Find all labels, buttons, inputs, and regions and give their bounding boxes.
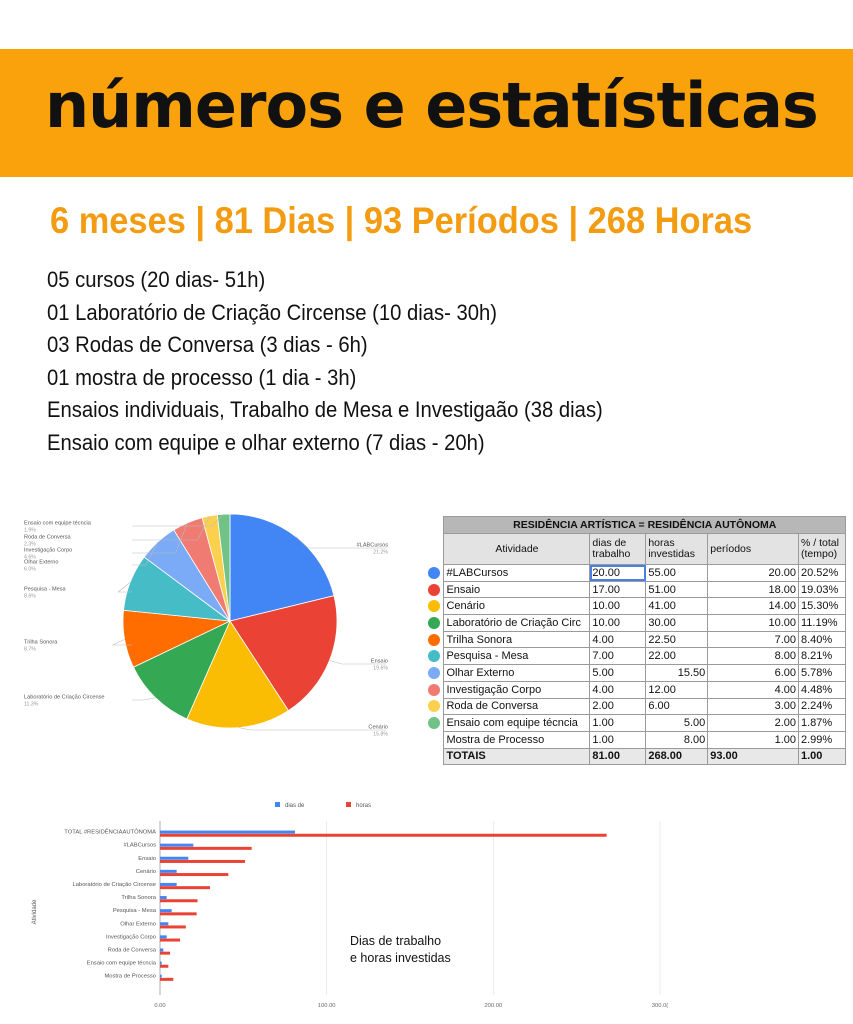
cell-dias[interactable]: 4.00 bbox=[590, 681, 646, 698]
col-header-horas: horas investidas bbox=[646, 534, 708, 565]
color-dot-icon bbox=[428, 700, 440, 712]
facts-list bbox=[47, 264, 651, 459]
table-row bbox=[424, 581, 846, 598]
cell-horas[interactable]: 22.50 bbox=[646, 631, 708, 648]
cell-dias[interactable]: 17.00 bbox=[590, 581, 646, 598]
bar-chart bbox=[20, 795, 680, 1020]
table-row bbox=[424, 681, 846, 698]
cell-periodos[interactable]: 7.00 bbox=[708, 631, 799, 648]
cell-dias[interactable]: 2.00 bbox=[590, 698, 646, 715]
cell-horas[interactable]: 12.00 bbox=[646, 681, 708, 698]
bar-chart-svg bbox=[20, 795, 680, 1020]
bar-dias bbox=[160, 948, 163, 951]
bar-dias bbox=[160, 896, 167, 899]
category-label: Trilha Sonora bbox=[121, 895, 156, 902]
bar-horas bbox=[160, 925, 186, 928]
pie-slice-percent: 2.3% bbox=[24, 541, 36, 548]
bar-dias bbox=[160, 935, 167, 938]
bar-dias bbox=[160, 831, 295, 834]
cell-pct[interactable]: 4.48% bbox=[799, 681, 846, 698]
row-color-marker bbox=[424, 698, 444, 715]
table-row bbox=[424, 731, 846, 748]
color-dot-icon bbox=[428, 567, 440, 579]
cell-periodos[interactable]: 8.00 bbox=[708, 648, 799, 665]
category-label: Laboratório de Criação Circense bbox=[72, 881, 156, 888]
cell-dias[interactable]: 7.00 bbox=[590, 648, 646, 665]
header-banner bbox=[0, 49, 853, 177]
row-color-marker bbox=[424, 565, 444, 582]
row-color-marker bbox=[424, 665, 444, 682]
bar-dias bbox=[160, 909, 172, 912]
cell-periodos[interactable]: 14.00 bbox=[708, 598, 799, 615]
list-item: 01 mostra de processo (1 dia - 3h) bbox=[47, 364, 357, 390]
pie-slice-label: Ensaio com equipe técncia bbox=[24, 520, 91, 527]
bar-horas bbox=[160, 965, 168, 968]
summary-stats: 6 meses | 81 Dias | 93 Períodos | 268 Horas bbox=[50, 200, 753, 241]
bar-dias bbox=[160, 922, 168, 925]
cell-horas[interactable]: 22.00 bbox=[646, 648, 708, 665]
bar-dias bbox=[160, 870, 177, 873]
legend-label: dias de bbox=[285, 803, 305, 809]
cell-pct[interactable]: 8.40% bbox=[799, 631, 846, 648]
cell-atividade[interactable]: Trilha Sonora bbox=[444, 631, 590, 648]
row-color-marker bbox=[424, 715, 444, 732]
pie-leader-line bbox=[132, 698, 156, 700]
pie-slice-label: Trilha Sonora bbox=[24, 639, 58, 646]
cell-horas[interactable]: 5.00 bbox=[646, 715, 708, 732]
totals-row bbox=[424, 748, 846, 765]
pie-slice-label: Pesquisa - Mesa bbox=[24, 586, 66, 593]
table-row bbox=[424, 631, 846, 648]
pie-slice-label: Cenário bbox=[368, 724, 388, 731]
category-label: #LABCursos bbox=[123, 842, 156, 849]
cell-horas[interactable]: 15.50 bbox=[646, 665, 708, 682]
table-row bbox=[424, 565, 846, 582]
category-label: Olhar Externo bbox=[120, 921, 156, 928]
cell-atividade[interactable]: Cenário bbox=[444, 598, 590, 615]
bar-horas bbox=[160, 912, 197, 915]
cell-periodos[interactable]: 10.00 bbox=[708, 615, 799, 632]
pie-slice-label: Laboratório de Criação Circense bbox=[24, 694, 105, 701]
pie-slice-percent: 15.8% bbox=[373, 731, 388, 738]
cell-pct[interactable]: 2.24% bbox=[799, 698, 846, 715]
cell-periodos[interactable]: 6.00 bbox=[708, 665, 799, 682]
cell-periodos[interactable]: 18.00 bbox=[708, 581, 799, 598]
cell-periodos[interactable]: 20.00 bbox=[708, 565, 799, 582]
cell-dias[interactable]: 1.00 bbox=[590, 715, 646, 732]
bar-horas bbox=[160, 834, 607, 837]
table-row bbox=[424, 615, 846, 632]
color-dot-icon bbox=[428, 617, 440, 629]
bar-dias bbox=[160, 975, 162, 978]
cell-atividade[interactable]: Roda de Conversa bbox=[444, 698, 590, 715]
totals-pct: 1.00 bbox=[799, 748, 846, 765]
pie-leader-line bbox=[239, 728, 386, 730]
color-dot-icon bbox=[428, 684, 440, 696]
cell-dias[interactable]: 20.00 bbox=[590, 565, 646, 582]
cell-horas[interactable]: 55.00 bbox=[646, 565, 708, 582]
legend-swatch bbox=[275, 802, 280, 807]
pie-slice-percent: 1.9% bbox=[24, 527, 36, 534]
cell-atividade[interactable]: Laboratório de Criação Circ bbox=[444, 615, 590, 632]
category-label: Investigação Corpo bbox=[106, 934, 156, 941]
list-item: 03 Rodas de Conversa (3 dias - 6h) bbox=[47, 332, 368, 357]
row-color-marker bbox=[424, 631, 444, 648]
cell-pct[interactable]: 8.21% bbox=[799, 648, 846, 665]
row-color-marker bbox=[424, 648, 444, 665]
pie-slice-percent: 4.6% bbox=[24, 554, 36, 561]
pie-slice-percent: 6.0% bbox=[24, 566, 36, 573]
legend-label: horas bbox=[356, 803, 372, 809]
cell-horas[interactable]: 8.00 bbox=[646, 731, 708, 748]
cell-pct[interactable]: 1.87% bbox=[799, 715, 846, 732]
cell-periodos[interactable]: 2.00 bbox=[708, 715, 799, 732]
row-color-marker bbox=[424, 615, 444, 632]
color-dot-icon bbox=[428, 584, 440, 596]
legend-swatch bbox=[346, 802, 351, 807]
x-tick-label: 0.00 bbox=[154, 1003, 166, 1009]
cell-dias[interactable]: 10.00 bbox=[590, 615, 646, 632]
cell-dias[interactable]: 4.00 bbox=[590, 631, 646, 648]
col-header-periodos: períodos bbox=[708, 534, 799, 565]
cell-pct[interactable]: 11.19% bbox=[799, 615, 846, 632]
pie-slice-percent: 21.2% bbox=[373, 549, 388, 556]
list-item: Ensaios individuais, Trabalho de Mesa e Investigaão (38 dias) bbox=[47, 397, 603, 422]
category-label: Ensaio bbox=[138, 855, 156, 862]
list-item: Ensaio com equipe e olhar externo (7 dias - 20h) bbox=[47, 429, 485, 455]
bar-dias bbox=[160, 962, 162, 965]
pie-slice-label: Olhar Externo bbox=[24, 559, 59, 566]
row-color-marker bbox=[424, 731, 444, 748]
cell-periodos[interactable]: 4.00 bbox=[708, 681, 799, 698]
category-label: TOTAL #RESIDÊNCIAAUTÔNOMA bbox=[64, 829, 156, 836]
totals-periodos: 93.00 bbox=[708, 748, 799, 765]
cell-atividade[interactable]: Ensaio bbox=[444, 581, 590, 598]
row-color-marker bbox=[424, 581, 444, 598]
color-dot-icon bbox=[428, 717, 440, 729]
totals-dias: 81.00 bbox=[590, 748, 646, 765]
bar-horas bbox=[160, 860, 245, 863]
cell-periodos[interactable]: 1.00 bbox=[708, 731, 799, 748]
category-label: Ensaio com equipe técncia bbox=[86, 960, 156, 967]
bar-dias bbox=[160, 883, 177, 886]
bar-horas bbox=[160, 886, 210, 889]
cell-atividade[interactable]: Investigação Corpo bbox=[444, 681, 590, 698]
cell-pct[interactable]: 5.78% bbox=[799, 665, 846, 682]
pie-slice-label: Roda de Conversa bbox=[24, 534, 71, 541]
cell-horas[interactable]: 51.00 bbox=[646, 581, 708, 598]
list-item: 01 Laboratório de Criação Circense (10 dias- 30h) bbox=[47, 299, 498, 325]
totals-horas: 268.00 bbox=[646, 748, 708, 765]
cell-atividade[interactable]: Mostra de Processo bbox=[444, 731, 590, 748]
cell-pct[interactable]: 19.03% bbox=[799, 581, 846, 598]
table-row bbox=[424, 648, 846, 665]
cell-horas[interactable]: 30.00 bbox=[646, 615, 708, 632]
pie-chart-svg bbox=[20, 512, 395, 762]
pie-slice-percent: 11.3% bbox=[24, 701, 39, 708]
pie-slice-label: Ensaio bbox=[370, 658, 388, 665]
category-label: Cenário bbox=[135, 868, 156, 875]
cell-dias[interactable]: 10.00 bbox=[590, 598, 646, 615]
cell-dias[interactable]: 1.00 bbox=[590, 731, 646, 748]
x-tick-label: 100.00 bbox=[317, 1003, 336, 1009]
x-tick-label: 300.0( bbox=[651, 1003, 669, 1009]
cell-atividade[interactable]: #LABCursos bbox=[444, 565, 590, 582]
category-label: Pesquisa - Mesa bbox=[112, 908, 156, 915]
table-row bbox=[424, 598, 846, 615]
pie-slice-percent: 8.7% bbox=[24, 646, 36, 653]
col-header-atividade: Atividade bbox=[444, 534, 590, 565]
category-label: Mostra de Processo bbox=[104, 973, 156, 980]
page-title: números e estatísticas bbox=[45, 69, 818, 142]
bar-chart-annotation bbox=[350, 933, 451, 967]
y-axis-title: Atividade bbox=[32, 899, 38, 925]
bar-horas bbox=[160, 847, 252, 850]
bar-dias bbox=[160, 857, 188, 860]
pie-slice-label: #LABCursos bbox=[356, 542, 388, 549]
cell-horas[interactable]: 41.00 bbox=[646, 598, 708, 615]
cell-periodos[interactable]: 3.00 bbox=[708, 698, 799, 715]
row-color-marker bbox=[424, 681, 444, 698]
table-row bbox=[424, 665, 846, 682]
list-item: 05 cursos (20 dias- 51h) bbox=[47, 267, 266, 292]
bar-horas bbox=[160, 873, 228, 876]
bar-horas bbox=[160, 978, 173, 981]
cell-pct[interactable]: 20.52% bbox=[799, 565, 846, 582]
table-title: RESIDÊNCIA ARTÍSTICA = RESIDÊNCIA AUTÔNOMA bbox=[444, 517, 846, 534]
cell-horas[interactable]: 6.00 bbox=[646, 698, 708, 715]
cell-pct[interactable]: 2.99% bbox=[799, 731, 846, 748]
bar-horas bbox=[160, 939, 180, 942]
row-color-marker bbox=[424, 598, 444, 615]
cell-atividade[interactable]: Pesquisa - Mesa bbox=[444, 648, 590, 665]
table-row bbox=[424, 715, 846, 732]
table-row bbox=[424, 698, 846, 715]
residency-table bbox=[424, 516, 846, 765]
color-dot-icon bbox=[428, 634, 440, 646]
annotation-line: Dias de trabalho bbox=[350, 934, 442, 948]
cell-dias[interactable]: 5.00 bbox=[590, 665, 646, 682]
pie-slice-percent: 8.6% bbox=[24, 593, 36, 600]
cell-atividade[interactable]: Olhar Externo bbox=[444, 665, 590, 682]
pie-slice-percent: 19.6% bbox=[373, 665, 388, 672]
col-header-dias: dias de trabalho bbox=[590, 534, 646, 565]
annotation-line: e horas investidas bbox=[350, 951, 451, 965]
bar-horas bbox=[160, 952, 170, 955]
pie-chart bbox=[20, 512, 395, 762]
cell-pct[interactable]: 15.30% bbox=[799, 598, 846, 615]
totals-label: TOTAIS bbox=[444, 748, 590, 765]
category-label: Roda de Conversa bbox=[107, 947, 156, 954]
bar-dias bbox=[160, 844, 193, 847]
pie-slice-label: Investigação Corpo bbox=[24, 547, 73, 554]
col-header-pct: % / total (tempo) bbox=[799, 534, 846, 565]
color-dot-icon bbox=[428, 600, 440, 612]
color-dot-icon bbox=[428, 667, 440, 679]
bar-horas bbox=[160, 899, 198, 902]
color-dot-icon bbox=[428, 650, 440, 662]
cell-atividade[interactable]: Ensaio com equipe técncia bbox=[444, 715, 590, 732]
x-tick-label: 200.00 bbox=[484, 1003, 503, 1009]
